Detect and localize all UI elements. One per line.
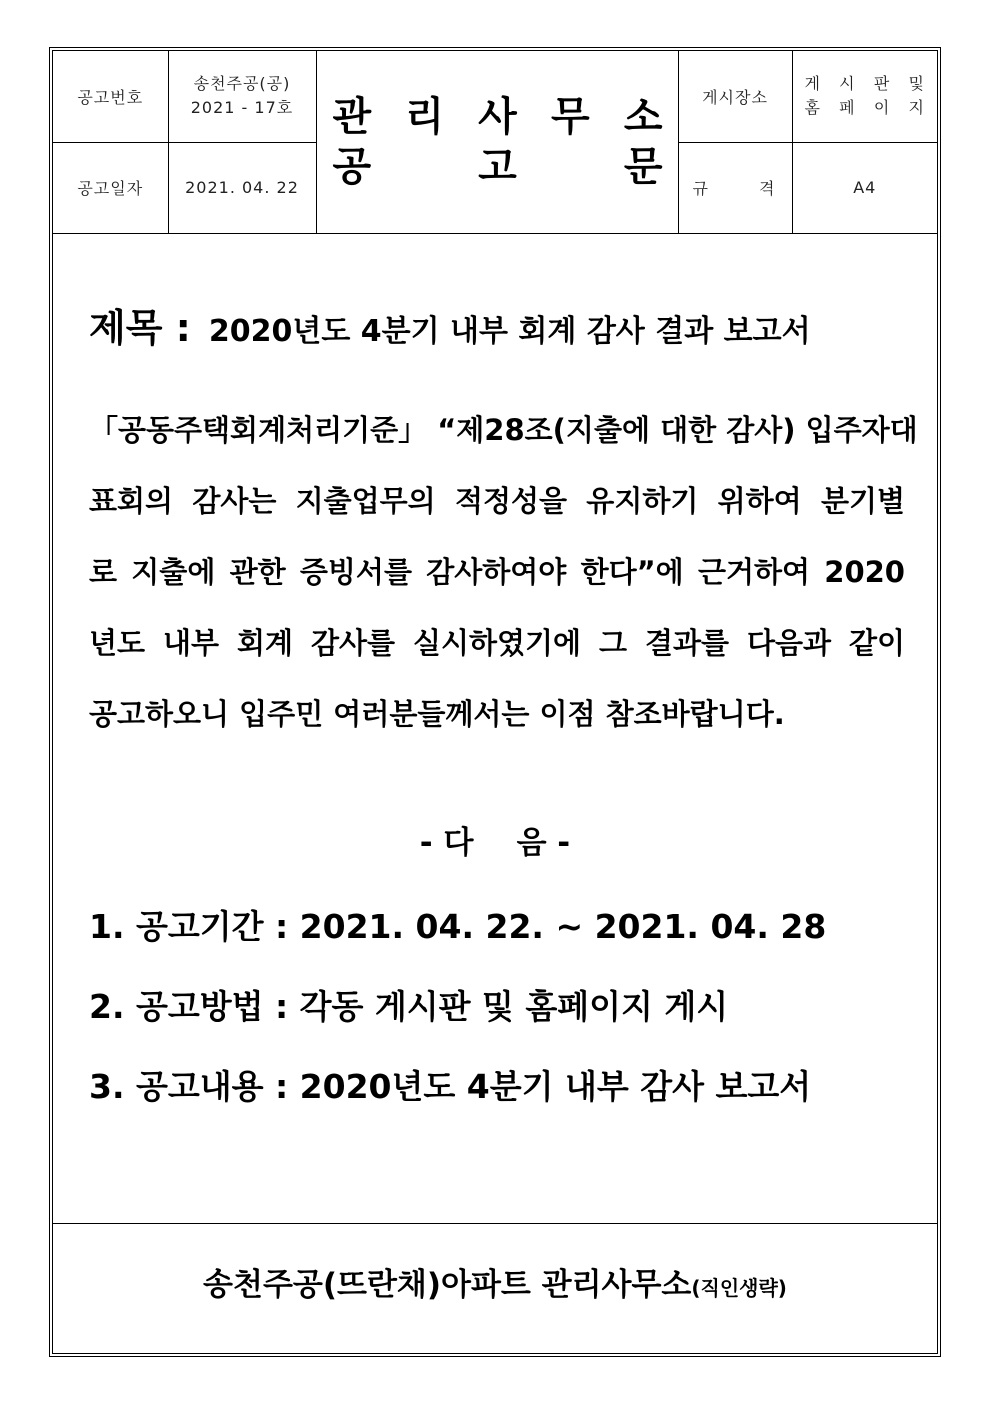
- notice-items: [89, 897, 826, 1137]
- notice-header-table: [53, 51, 937, 234]
- post-place-line1: [793, 72, 938, 96]
- spec-label: [678, 142, 792, 233]
- body-line: 「공동주택회계처리기준」 “제28조(지출에 대한 감사) 입주자대: [89, 413, 918, 447]
- subject-label: 제목 :: [89, 306, 191, 350]
- notice-frame: [52, 50, 938, 1354]
- post-place-char: 페: [839, 98, 856, 118]
- body-line: 공고하오니 입주민 여러분들께서는 이점 참조바랍니다.: [89, 697, 785, 731]
- post-place-char: 이: [873, 98, 891, 118]
- spec-label-char: 격: [759, 179, 776, 198]
- notice-number-label: 공고번호: [53, 51, 168, 142]
- office-title-char: 사: [478, 93, 518, 140]
- seal-note: (직인생략): [691, 1276, 787, 1300]
- issuer-name: 송천주공(뜨란채)아파트 관리사무소: [203, 1267, 692, 1303]
- notice-title: [316, 51, 678, 233]
- subject-text: 2020년도 4분기 내부 회계 감사 결과 보고서: [208, 314, 811, 349]
- post-place-char: 판: [873, 74, 891, 94]
- post-place-line2: [793, 96, 938, 120]
- notice-number-line2: 2021 - 17호: [190, 98, 294, 118]
- notice-date-value: 2021. 04. 22: [168, 142, 316, 233]
- notice-number-line1: 송천주공(공): [193, 74, 291, 94]
- post-place-char: 게: [804, 74, 821, 94]
- spec-value: A4: [792, 142, 937, 233]
- office-title: [317, 92, 678, 142]
- notice-date-label: 공고일자: [53, 142, 168, 233]
- office-title-char: 소: [623, 93, 664, 140]
- notice-title-char: 고: [478, 143, 518, 190]
- post-place-char: 시: [839, 74, 856, 94]
- list-item: 2. 공고방법 : 각동 게시판 및 홈페이지 게시: [89, 987, 729, 1026]
- spec-label-char: 규: [692, 179, 709, 198]
- notice-title-char: 문: [623, 143, 664, 190]
- subject-line: [89, 297, 811, 352]
- office-title-char: 무: [550, 93, 591, 140]
- office-title-char: 관: [332, 93, 373, 140]
- post-place-label: 게시장소: [678, 51, 792, 142]
- body-line: 표회의 감사는 지출업무의 적정성을 유지하기 위하여 분기별: [89, 484, 905, 518]
- footer-issuer: [53, 1259, 937, 1304]
- notice-body: [89, 395, 918, 750]
- list-item: 3. 공고내용 : 2020년도 4분기 내부 감사 보고서: [89, 1067, 812, 1106]
- office-title-char: 리: [405, 93, 445, 140]
- post-place-value: [792, 51, 937, 142]
- post-place-char: 지: [908, 98, 925, 118]
- post-place-char: 및: [908, 74, 925, 94]
- notice-title-char: 공: [332, 143, 373, 190]
- post-place-char: 홈: [804, 98, 821, 118]
- next-heading: - 다 음 -: [419, 825, 571, 861]
- footer-divider: [53, 1223, 937, 1224]
- notice-doc-title: [317, 142, 678, 192]
- list-item: 1. 공고기간 : 2021. 04. 22. ~ 2021. 04. 28: [89, 907, 827, 946]
- body-line: 로 지출에 관한 증빙서를 감사하여야 한다”에 근거하여 2020: [89, 555, 905, 589]
- body-line: 년도 내부 회계 감사를 실시하였기에 그 결과를 다음과 같이: [89, 626, 905, 660]
- notice-number-value: [168, 51, 316, 142]
